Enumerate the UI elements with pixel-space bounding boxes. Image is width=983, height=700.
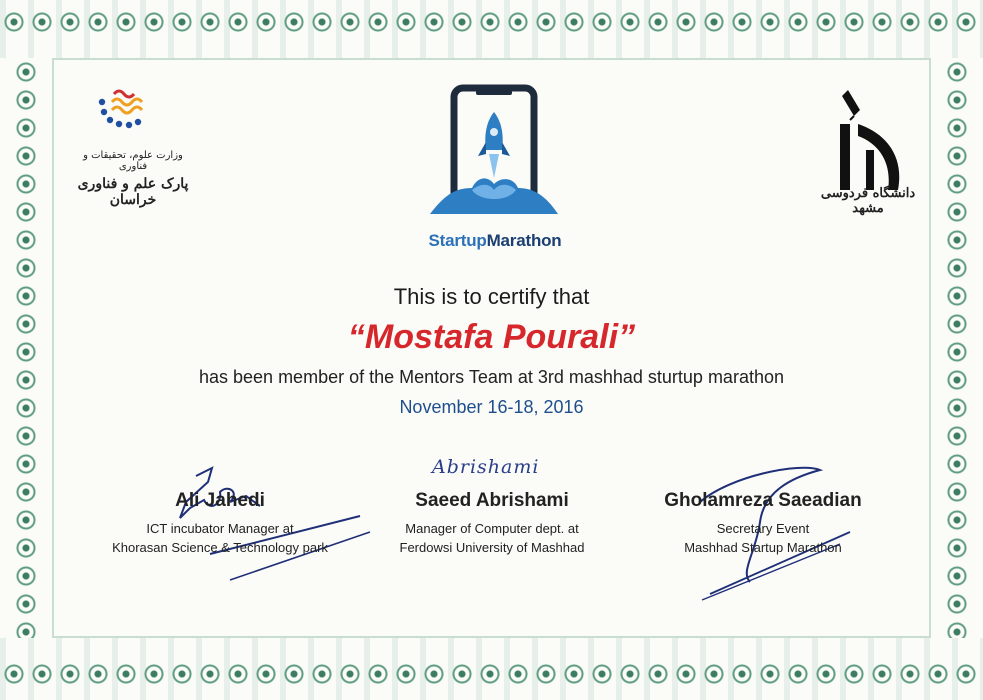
membership-statement: has been member of the Mentors Team at 3rd mashhad sturtup marathon [199, 367, 784, 387]
signatory-name: Gholamreza Saeadian [664, 490, 862, 511]
certify-heading: This is to certify that [393, 284, 590, 309]
ornamental-border-top [0, 0, 983, 60]
park-name-line: پارک علم و فناوری خراسان [77, 176, 189, 208]
signatory-name: Saeed Abrishami [415, 490, 569, 511]
signatory-role-line2: Ferdowsi University of Mashhad [399, 539, 585, 555]
event-date: November 16-18, 2016 [399, 397, 584, 417]
wordmark-marathon: Marathon [486, 231, 562, 250]
startup-marathon-logo-icon [426, 84, 562, 220]
signatory-1 [86, 490, 354, 558]
recipient-name: “Mostafa Pourali” [347, 318, 636, 356]
signatory-role-line1: Secretary Event [716, 521, 810, 536]
ornamental-border-bottom [0, 636, 983, 700]
signatory-2 [370, 490, 614, 558]
startup-marathon-wordmark [380, 231, 610, 251]
signatory-role-line2: Mashhad Startup Marathon [684, 539, 842, 555]
wordmark-startup: Startup [428, 231, 487, 250]
science-park-name [68, 150, 198, 208]
signatory-role-line1: Manager of Computer dept. at [405, 521, 579, 536]
signatory-role-line2: Khorasan Science & Technology park [112, 539, 328, 555]
ministry-line: وزارت علوم، تحقیقات و فناوری [83, 150, 183, 172]
signatory-3 [618, 490, 908, 558]
signatory-role [370, 520, 614, 558]
signatory-role-line1: ICT incubator Manager at [146, 521, 294, 536]
signatory-role [86, 520, 354, 558]
university-name: دانشگاه فردوسی مشهد [820, 186, 916, 216]
signature-handwriting-2: Abrishami [432, 456, 540, 478]
signatory-role [618, 520, 908, 558]
signatory-name: Ali Jahedi [175, 490, 265, 511]
